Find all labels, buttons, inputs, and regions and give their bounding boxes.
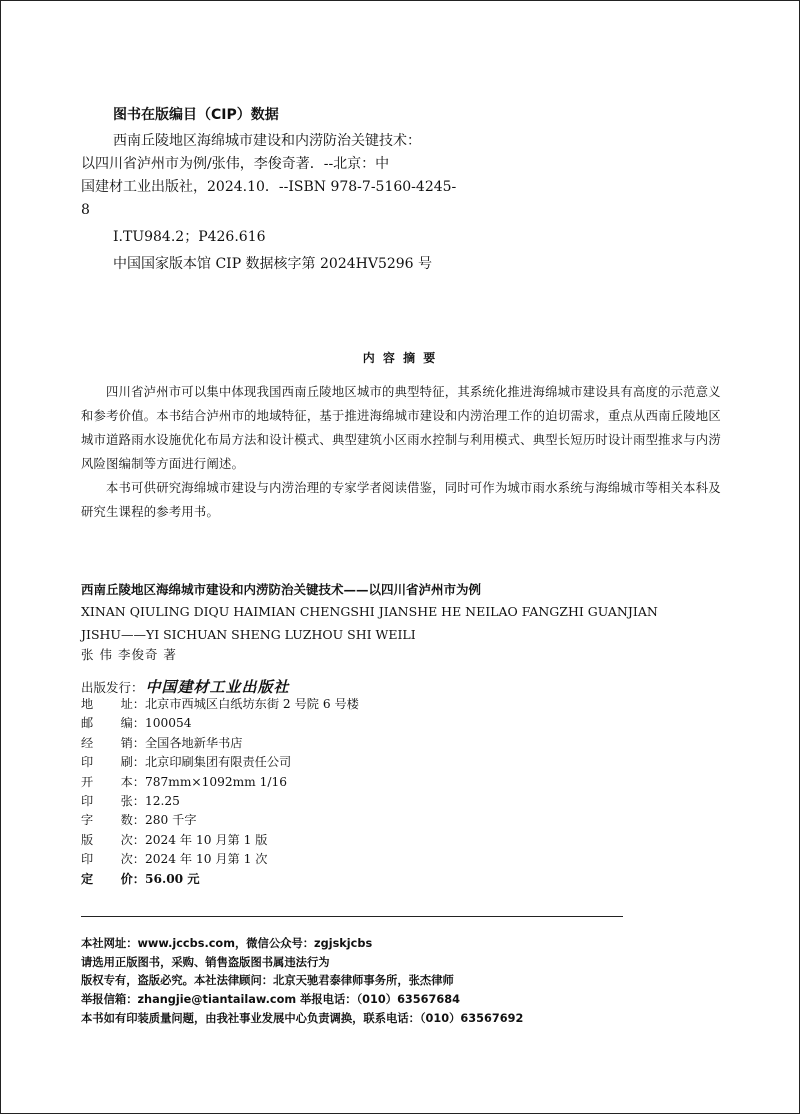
abstract-paragraph-2: 本书可供研究海绵城市建设与内涝治理的专家学者阅读借鉴，同时可作为城市雨水系统与海绵城市等相关本科及研究生课程的参考用书。 [81,481,721,519]
footer-line-quality: 本书如有印装质量问题，由我社事业发展中心负责调换，联系电话：（010）63567692 [81,1011,524,1025]
spec-row-address [81,695,359,714]
spec-value: 北京市西城区白纸坊东街 2 号院 6 号楼 [145,697,359,711]
spec-label: 地 址： [81,697,145,711]
footer-notes [81,935,523,1028]
spec-value: 全国各地新华书店 [145,735,243,750]
book-title: 西南丘陵地区海绵城市建设和内涝防治关键技术——以四川省泸州市为例 [81,582,482,597]
spec-label: 定 价： [81,871,145,886]
spec-value: 280 千字 [145,813,197,828]
spec-value: 100054 [145,716,192,731]
publisher-line [81,676,290,697]
cip-record [81,130,601,276]
spec-label: 字 数： [81,813,145,828]
cip-line-2: 以四川省泸州市为例/张伟，李俊奇著．--北京：中 [81,156,390,172]
cip-line-1: 西南丘陵地区海绵城市建设和内涝防治关键技术： [113,133,421,149]
publication-specs [81,695,359,889]
abstract-paragraph-1: 四川省泸州市可以集中体现我国西南丘陵地区城市的典型特征，其系统化推进海绵城市建设具有高度的示范意义和参考价值。本书结合泸州市的地域特征，基于推进海绵城市建设和内涝治理工作的迫切需求，重点从西南丘陵地区城市道路雨水设施优化布局方法和设计模式、典型建筑小区雨水控制与利用模式、典型长短历时设计雨型推求与内涝风险图编制等方面进行阐述。 [81,385,721,471]
footer-line-report: 举报信箱：zhangjie@tiantailaw.com 举报电话：（010）63567684 [81,993,460,1007]
spec-row-printer [81,753,359,772]
spec-label: 版 次： [81,832,145,847]
footer-line-copyright: 版权专有，盗版必究。本社法律顾问：北京天驰君泰律师事务所，张杰律师 [81,974,454,988]
spec-row-sheets [81,792,359,811]
spec-label: 印 刷： [81,755,145,770]
authors: 张 伟 李俊奇 著 [81,647,177,662]
spec-row-word-count [81,811,359,830]
spec-value: 56.00 元 [145,871,200,886]
divider [81,916,623,917]
spec-value: 2024 年 10 月第 1 次 [145,852,268,867]
spec-label: 邮 编： [81,716,145,731]
spec-label: 开 本： [81,774,145,789]
spec-row-edition [81,831,359,850]
spec-value: 12.25 [145,793,180,808]
spec-row-distribution [81,734,359,753]
spec-value: 北京印刷集团有限责任公司 [145,755,292,770]
footer-line-website: 本社网址：www.jccbs.com，微信公众号：zgjskjcbs [81,937,373,950]
spec-row-postcode [81,714,359,733]
spec-row-price [81,870,359,889]
spec-label: 经 销： [81,735,145,750]
abstract-body [81,380,721,524]
spec-row-format [81,773,359,792]
cip-line-4: 8 [81,202,90,218]
cip-number: 中国国家版本馆 CIP 数据核字第 2024HV5296 号 [113,256,433,272]
spec-row-printing [81,850,359,869]
publisher-logo: 中国建材工业出版社 [145,678,290,696]
book-title-pinyin [81,600,658,646]
cip-classification: Ⅰ.TU984.2；P426.616 [113,229,266,245]
spec-label: 印 张： [81,793,145,808]
pinyin-line-1: XINAN QIULING DIQU HAIMIAN CHENGSHI JIANSHE HE NEILAO FANGZHI GUANJIAN [81,604,658,619]
abstract-title: 内 容 摘 要 [362,351,438,365]
cip-line-3: 国建材工业出版社，2024.10．--ISBN 978-7-5160-4245- [81,179,457,195]
cip-heading: 图书在版编目（CIP）数据 [113,107,279,123]
pinyin-line-2: JISHU——YI SICHUAN SHENG LUZHOU SHI WEILI [81,627,416,642]
spec-label: 印 次： [81,852,145,867]
footer-line-piracy: 请选用正版图书，采购、销售盗版图书属违法行为 [81,955,330,969]
spec-value: 787mm×1092mm 1/16 [145,774,287,789]
publisher-label: 出版发行： [81,679,144,695]
spec-value: 2024 年 10 月第 1 版 [145,832,268,847]
